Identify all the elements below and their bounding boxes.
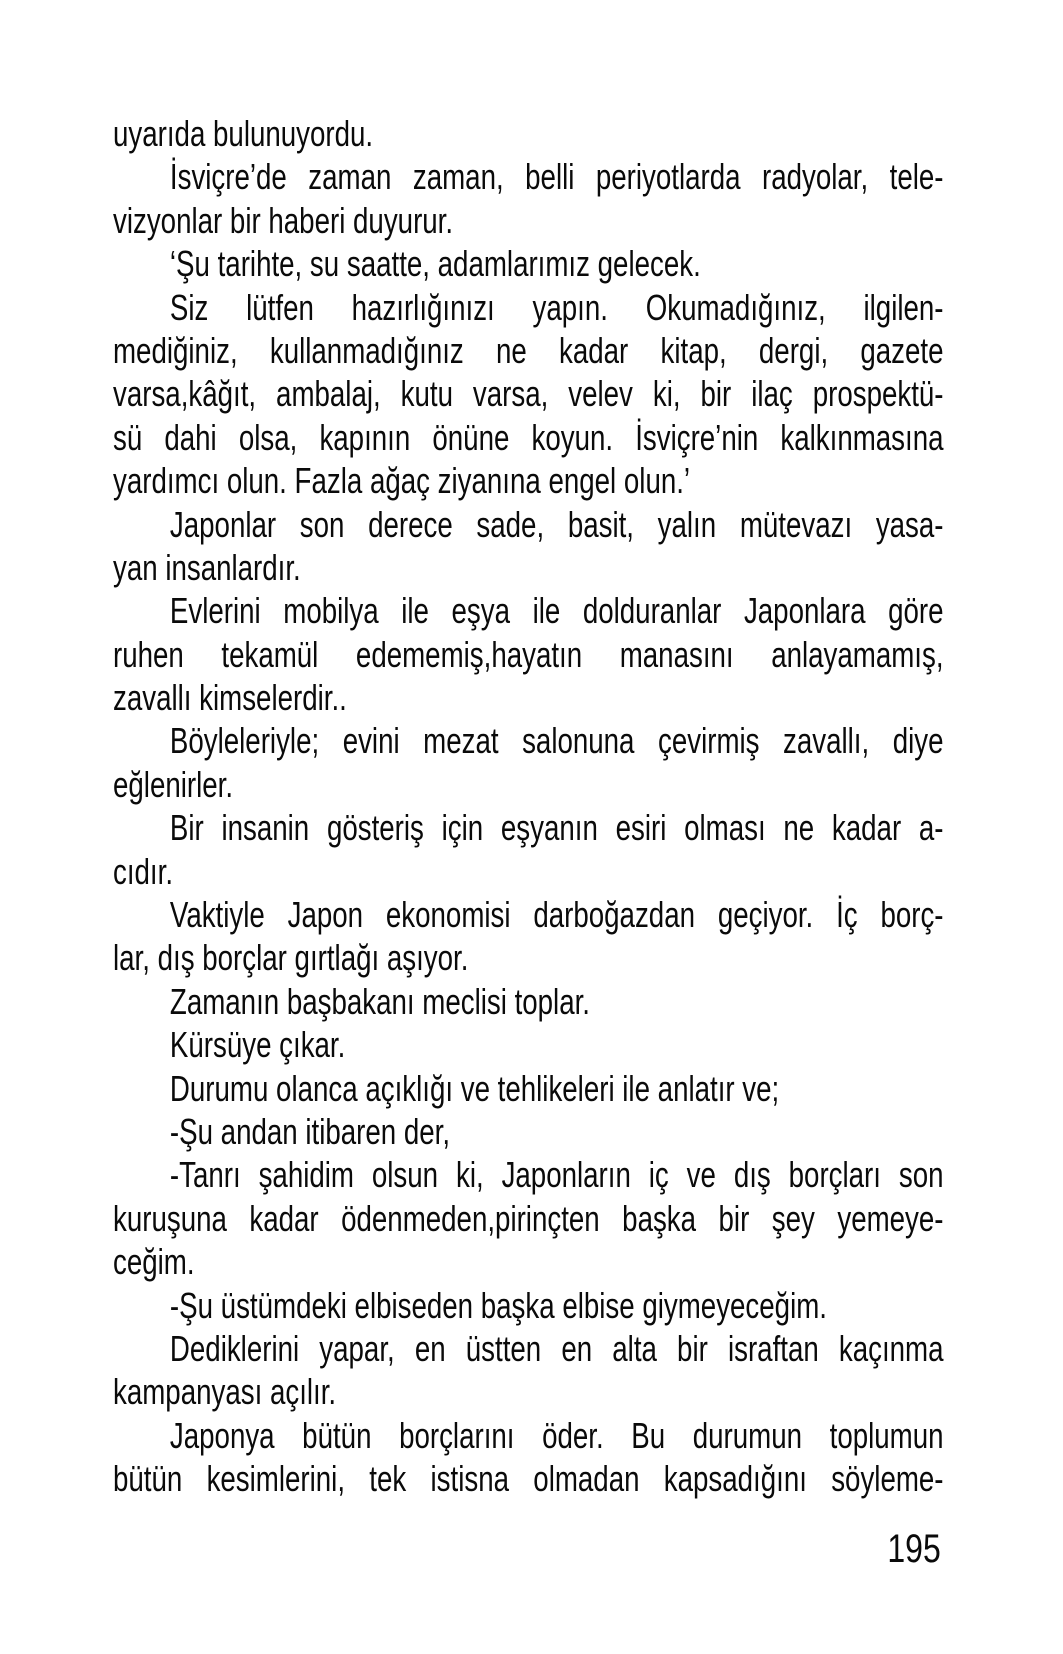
text-line: ruhen tekamül edememiş,hayatın manasını anlayamamış,: [113, 633, 944, 675]
paragraph: [113, 1110, 944, 1153]
paragraph: [113, 1327, 944, 1414]
paragraph: [113, 503, 944, 590]
text-line: -Şu andan itibaren der,: [169, 1110, 451, 1152]
text-line: kampanyası açılır.: [113, 1371, 337, 1413]
text-line: zavallı kimselerdir..: [113, 677, 347, 719]
text-line: eğlenirler.: [113, 763, 234, 805]
text-line: Dediklerini yapar, en üstten en alta bir israftan kaçınma: [169, 1327, 944, 1369]
text-line: bütün kesimlerini, tek istisna olmadan kapsadığını söyleme-: [113, 1458, 944, 1500]
text-line: yan insanlardır.: [113, 546, 301, 588]
text-line: -Şu üstümdeki elbiseden başka elbise giymeyeceğim.: [169, 1284, 827, 1326]
text-line: kuruşuna kadar ödenmeden,pirinçten başka bir şey yemeye-: [113, 1197, 944, 1239]
paragraph: [113, 893, 944, 980]
text-line: Zamanın başbakanı meclisi toplar.: [169, 980, 590, 1022]
text-line: İsviçre’de zaman zaman, belli periyotlarda radyolar, tele-: [169, 156, 944, 198]
text-line: Bir insanin gösteriş için eşyanın esiri olması ne kadar a-: [169, 807, 944, 849]
text-line: Japonya bütün borçlarını öder. Bu durumun toplumun: [169, 1414, 944, 1456]
paragraph: [113, 589, 944, 719]
paragraph: [113, 112, 944, 155]
page-number: 195: [887, 1527, 941, 1571]
paragraph: [113, 1284, 944, 1327]
text-line: Kürsüye çıkar.: [169, 1024, 346, 1066]
text-line: varsa,kâğıt, ambalaj, kutu varsa, velev ki, bir ilaç prospektü-: [113, 373, 944, 415]
paragraph: [113, 719, 944, 806]
text-line: Evlerini mobilya ile eşya ile dolduranlar Japonlara göre: [169, 590, 944, 632]
paragraph: [113, 1153, 944, 1283]
paragraph: [113, 806, 944, 893]
text-line: Vaktiyle Japon ekonomisi darboğazdan geçiyor. İç borç-: [169, 894, 944, 936]
text-line: Durumu olanca açıklığı ve tehlikeleri ile anlatır ve;: [169, 1067, 780, 1109]
paragraph: [113, 242, 944, 285]
paragraph: [113, 980, 944, 1023]
text-line: lar, dış borçlar gırtlağı aşıyor.: [113, 937, 469, 979]
text-line: sü dahi olsa, kapının önüne koyun. İsviçre’nin kalkınmasına: [113, 416, 944, 458]
page-text: [113, 112, 944, 1501]
paragraph: [113, 1414, 944, 1501]
text-line: -Tanrı şahidim olsun ki, Japonların iç ve dış borçları son: [169, 1154, 944, 1196]
text-line: ‘Şu tarihte, su saatte, adamlarımız gelecek.: [169, 243, 701, 285]
paragraph: [113, 155, 944, 242]
paragraph: [113, 286, 944, 503]
text-line: cıdır.: [113, 850, 174, 892]
text-line: mediğiniz, kullanmadığınız ne kadar kitap, dergi, gazete: [113, 329, 944, 371]
text-line: ceğim.: [113, 1241, 195, 1283]
text-line: vizyonlar bir haberi duyurur.: [113, 199, 454, 241]
text-line: Japonlar son derece sade, basit, yalın mütevazı yasa-: [169, 503, 944, 545]
text-line: yardımcı olun. Fazla ağaç ziyanına engel olun.’: [113, 460, 691, 502]
text-line: uyarıda bulunuyordu.: [113, 113, 374, 154]
text-line: Böyleleriyle; evini mezat salonuna çevirmiş zavallı, diye: [169, 720, 944, 762]
paragraph: [113, 1023, 944, 1066]
text-line: Siz lütfen hazırlığınızı yapın. Okumadığınız, ilgilen-: [169, 286, 944, 328]
paragraph: [113, 1067, 944, 1110]
